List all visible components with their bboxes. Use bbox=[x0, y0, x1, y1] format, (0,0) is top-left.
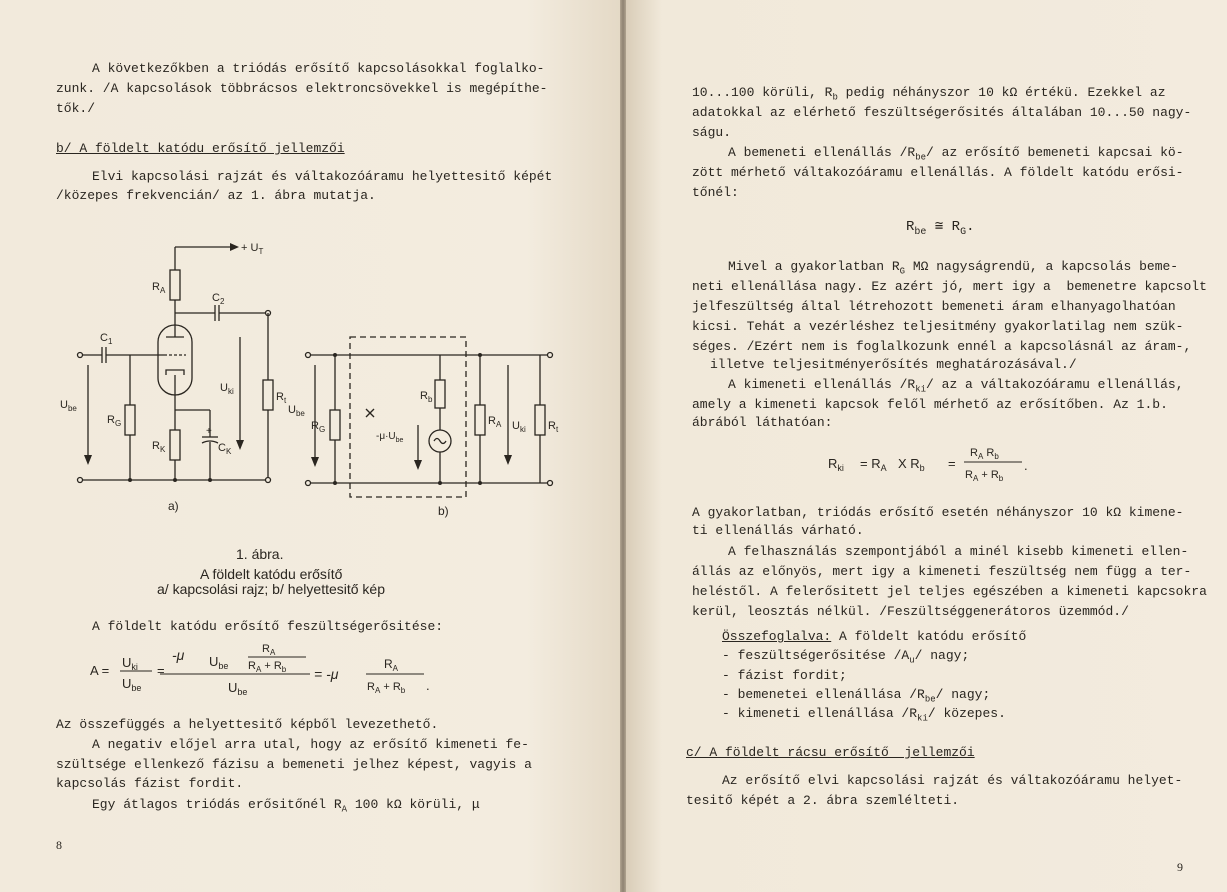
svg-text:RA + Rb: $R_A + R_b$ bbox=[367, 681, 406, 695]
para-after-line-1: Az összefüggés a helyettesitő képből levezethető. bbox=[56, 717, 439, 732]
uki2-label: $U_{ki}$ bbox=[512, 420, 526, 434]
svg-text:RA Rb: $R_A$ $R_b$ bbox=[970, 447, 999, 461]
svg-text:X Rb: X $R_b$ bbox=[898, 456, 925, 473]
svg-text:RA: $R_A$ bbox=[262, 643, 276, 657]
figure-caption-line-2: a/ kapcsolási rajz; b/ helyettesitő kép bbox=[157, 581, 386, 597]
svg-text:.: . bbox=[1024, 458, 1028, 473]
svg-text:= -μ: = -μ bbox=[314, 666, 339, 682]
figure-caption-title: 1. ábra. bbox=[236, 546, 284, 562]
usage-line-4: kerül, leosztás nélkül. /Feszültséggenerátoros üzemmód./ bbox=[692, 604, 1129, 619]
rg-label: $R_G$ bbox=[107, 414, 122, 428]
svg-text:= RA: = $R_A$ bbox=[860, 456, 887, 473]
circuit-figure bbox=[40, 225, 600, 525]
svg-text:Ube: $U_{be}$ bbox=[228, 680, 248, 697]
rt-label: $R_t$ bbox=[276, 391, 287, 405]
label-a: a) bbox=[168, 499, 179, 513]
svg-text:=: = bbox=[948, 456, 956, 471]
formula-rki bbox=[826, 440, 1056, 490]
input-res-line-2: zött mérhető váltakozóáramu ellenállás. A földelt katódu erősi- bbox=[692, 165, 1184, 180]
practice2-line-1: A gyakorlatban, triódás erősítő esetén néhányszor 10 kΩ kimene- bbox=[692, 505, 1184, 520]
page-number-right: 9 bbox=[1177, 860, 1183, 874]
intro-line-3: tők./ bbox=[56, 101, 96, 116]
intro-line-2: zunk. /A kapcsolások többrácsos elektroncsövekkel is megépíthe- bbox=[56, 81, 548, 96]
svg-text:Rki: $R_{ki}$ bbox=[828, 456, 844, 473]
svg-text:RA: $R_A$ bbox=[384, 657, 399, 673]
usage-line-1: A felhasználás szempontjából a minél kisebb kimeneti ellen- bbox=[728, 544, 1189, 559]
para-b-line-1: Elvi kapcsolási rajzát és váltakozóáramu helyettesitő képét bbox=[92, 169, 553, 184]
ube-label: $U_{be}$ bbox=[60, 399, 77, 413]
intro-line-1: A következőkben a triódás erősítő kapcsolásokkal foglalko- bbox=[92, 61, 545, 76]
ube2-label: $U_{be}$ bbox=[288, 404, 305, 418]
para-after-line-5: Egy átlagos triódás erősitőnél $R_A$ 100 kΩ körüli, μ bbox=[92, 797, 480, 815]
right-top-line-1: 10...100 körüli, $R_b$ pedig néhányszor 10 kΩ értékü. Ezekkel az bbox=[692, 85, 1166, 103]
summary-item-4: - kimeneti ellenállása $/R_{ki}/$ közepes. bbox=[722, 706, 1006, 724]
formula-rbe: $R_{be}$ ≅ $R_G$. bbox=[906, 219, 975, 238]
right-page bbox=[626, 0, 1227, 892]
svg-text:Ube: $U_{be}$ bbox=[209, 654, 229, 671]
practice-line-1: Mivel a gyakorlatban $R_G$ MΩ nagyságrendü, a kapcsolás beme- bbox=[728, 259, 1179, 277]
para-after-line-2: A negativ előjel arra utal, hogy az erősítő kimeneti fe- bbox=[92, 737, 529, 752]
summary-item-3: - bemenetei ellenállása $/R_{be}/$ nagy; bbox=[722, 687, 991, 705]
ck-label: $C_K$ bbox=[218, 442, 232, 456]
right-top-line-3: ságu. bbox=[692, 125, 732, 140]
rt2-label: $R_t$ bbox=[548, 420, 559, 434]
svg-text:A =: A = bbox=[90, 663, 110, 678]
para-after-line-3: szültsége ellenkező fázisu a bemeneti jelhez képest, vagyis a bbox=[56, 757, 532, 772]
section-heading-c: c/ A földelt rácsu erősítő jellemzői bbox=[686, 745, 975, 760]
gain-formula bbox=[88, 638, 488, 702]
svg-text:=: = bbox=[157, 663, 165, 678]
right-top-line-2: adatokkal az elérhető feszültségerősités általában 10...50 nagy- bbox=[692, 105, 1192, 120]
practice-line-6: illetve teljesitményerősítés meghatározásával./ bbox=[710, 357, 1077, 372]
svg-text:RA + Rb: $R_A + R_b$ bbox=[248, 660, 287, 674]
para-c-line-2: tesitő képét a 2. ábra szemlélteti. bbox=[686, 793, 960, 808]
svg-text:Uki: $U_{ki}$ bbox=[122, 655, 138, 672]
usage-line-3: heléstől. A felerősitett jel teljes egészében a kimeneti kapcsokra bbox=[692, 584, 1207, 599]
summary-item-1: - feszültségerősitése $/A_u/$ nagy; bbox=[722, 648, 970, 666]
rb-label: $R_b$ bbox=[420, 390, 433, 404]
c1-label: $C_1$ bbox=[100, 332, 113, 346]
label-b: b) bbox=[438, 504, 449, 518]
practice-line-4: kicsi. Tehát a vezérléshez teljesitmény gyakorlatilag nem szük- bbox=[692, 319, 1184, 334]
input-res-line-3: tőnél: bbox=[692, 185, 739, 200]
section-heading-b: b/ A földelt katódu erősítő jellemzői bbox=[56, 141, 345, 156]
para-after-line-4: kapcsolás fázist fordit. bbox=[56, 776, 244, 791]
c2-label: $C_2$ bbox=[212, 292, 225, 306]
output-res-line-1: A kimeneti ellenállás $/R_{ki}/$ az a váltakozóáramu ellenállás, bbox=[728, 377, 1184, 395]
practice-line-3: jelfeszültség által létrehozott bemeneti áram elhanyagolhatóan bbox=[692, 299, 1176, 314]
ck-plus: + bbox=[206, 426, 212, 437]
practice2-line-2: ti ellenállás várható. bbox=[692, 523, 864, 538]
ra-label: $R_A$ bbox=[152, 281, 166, 295]
svg-text:-μ: -μ bbox=[172, 647, 185, 663]
usage-line-2: állás az előnyös, mert igy a kimeneti feszültség nem függ a ter- bbox=[692, 564, 1192, 579]
summary-title: Összefoglalva: A földelt katódu erősítő bbox=[722, 629, 1027, 644]
summary-item-2: - fázist fordit; bbox=[722, 668, 847, 683]
input-res-line-1: A bemeneti ellenállás $/R_{be}/$ az erősítő bemeneti kapcsai kö- bbox=[728, 145, 1184, 163]
page-number-left: 8 bbox=[56, 838, 62, 852]
figure-caption-line-1: A földelt katódu erősítő bbox=[200, 566, 343, 582]
rg2-label: $R_G$ bbox=[311, 420, 326, 434]
svg-text:.: . bbox=[426, 678, 430, 693]
ra2-label: $R_A$ bbox=[488, 415, 502, 429]
output-res-line-3: ábrából láthatóan: bbox=[692, 415, 833, 430]
svg-text:RA + Rb: $R_A + R_b$ bbox=[965, 469, 1004, 483]
svg-text:Ube: $U_{be}$ bbox=[122, 676, 142, 693]
para-c-line-1: Az erősítő elvi kapcsolási rajzát és váltakozóáramu helyet- bbox=[722, 773, 1183, 788]
rk-label: $R_K$ bbox=[152, 440, 166, 454]
mu-ube-label: $-\mu\cdot U_{be}$ bbox=[376, 431, 404, 444]
practice-line-5: séges. /Ezért nem is foglalkozunk ennél a kapcsolásnál az áram-, bbox=[692, 339, 1192, 354]
output-res-line-2: amely a kimeneti kapcsok felől mérhető az erősítőben. Az 1.b. bbox=[692, 397, 1168, 412]
para-b-line-2: /közepes frekvencián/ az 1. ábra mutatja. bbox=[56, 188, 376, 203]
ut-label: + $U_T$ bbox=[241, 242, 264, 256]
practice-line-2: neti ellenállása nagy. Ez azért jó, mert igy a bemenetre kapcsolt bbox=[692, 279, 1207, 294]
uki-label: $U_{ki}$ bbox=[220, 382, 234, 396]
gain-heading: A földelt katódu erősítő feszültségerősitése: bbox=[92, 619, 444, 634]
